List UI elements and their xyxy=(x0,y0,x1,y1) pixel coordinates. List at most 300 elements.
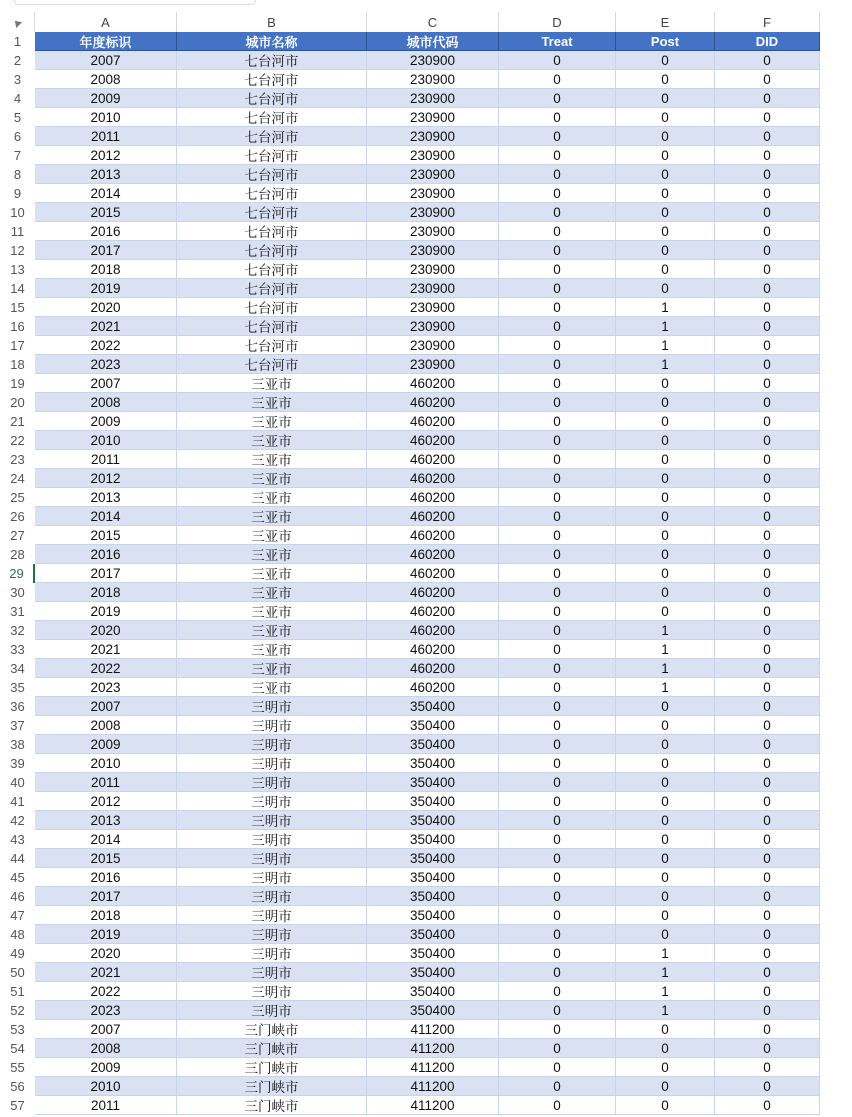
table-cell[interactable]: 0 xyxy=(499,374,616,393)
table-cell[interactable]: 2021 xyxy=(35,640,177,659)
table-cell[interactable]: 0 xyxy=(715,716,820,735)
table-cell[interactable]: 2019 xyxy=(35,602,177,621)
table-cell[interactable]: 2018 xyxy=(35,583,177,602)
table-cell[interactable]: 三明市 xyxy=(177,887,367,906)
table-cell[interactable]: 三明市 xyxy=(177,906,367,925)
row-header-14[interactable]: 14 xyxy=(0,279,35,298)
row-header-52[interactable]: 52 xyxy=(0,1001,35,1020)
table-cell[interactable]: 0 xyxy=(715,336,820,355)
table-cell[interactable]: 0 xyxy=(715,165,820,184)
table-cell[interactable]: 0 xyxy=(499,963,616,982)
table-cell[interactable]: 0 xyxy=(616,754,715,773)
table-cell[interactable]: 2008 xyxy=(35,716,177,735)
table-cell[interactable]: 三亚市 xyxy=(177,412,367,431)
table-cell[interactable]: 三门峡市 xyxy=(177,1020,367,1039)
table-cell[interactable]: 0 xyxy=(715,1001,820,1020)
table-cell[interactable]: 2018 xyxy=(35,906,177,925)
table-cell[interactable]: 0 xyxy=(499,792,616,811)
table-cell[interactable]: 0 xyxy=(715,488,820,507)
table-cell[interactable]: 0 xyxy=(499,1039,616,1058)
row-header-49[interactable]: 49 xyxy=(0,944,35,963)
table-cell[interactable]: 七台河市 xyxy=(177,336,367,355)
row-header-2[interactable]: 2 xyxy=(0,51,35,70)
table-cell[interactable]: 230900 xyxy=(367,146,499,165)
table-cell[interactable]: 0 xyxy=(715,982,820,1001)
table-cell[interactable]: 2007 xyxy=(35,374,177,393)
table-cell[interactable]: 0 xyxy=(616,602,715,621)
table-cell[interactable]: 460200 xyxy=(367,374,499,393)
table-cell[interactable]: 0 xyxy=(616,279,715,298)
header-cell[interactable]: 年度标识 xyxy=(35,32,177,51)
table-cell[interactable]: 三门峡市 xyxy=(177,1039,367,1058)
table-cell[interactable]: 230900 xyxy=(367,260,499,279)
table-cell[interactable]: 0 xyxy=(715,526,820,545)
table-cell[interactable]: 0 xyxy=(715,602,820,621)
table-cell[interactable]: 0 xyxy=(616,146,715,165)
table-cell[interactable]: 0 xyxy=(715,355,820,374)
row-header-31[interactable]: 31 xyxy=(0,602,35,621)
table-cell[interactable]: 2012 xyxy=(35,146,177,165)
table-cell[interactable]: 0 xyxy=(499,678,616,697)
table-cell[interactable]: 460200 xyxy=(367,640,499,659)
table-cell[interactable]: 0 xyxy=(499,659,616,678)
table-cell[interactable]: 0 xyxy=(715,792,820,811)
table-cell[interactable]: 0 xyxy=(499,868,616,887)
table-cell[interactable]: 460200 xyxy=(367,431,499,450)
table-cell[interactable]: 2023 xyxy=(35,678,177,697)
table-cell[interactable]: 0 xyxy=(616,811,715,830)
row-header-22[interactable]: 22 xyxy=(0,431,35,450)
table-cell[interactable]: 1 xyxy=(616,1001,715,1020)
table-cell[interactable]: 0 xyxy=(616,564,715,583)
table-cell[interactable]: 0 xyxy=(616,222,715,241)
table-cell[interactable]: 三门峡市 xyxy=(177,1096,367,1115)
table-cell[interactable]: 0 xyxy=(499,165,616,184)
table-cell[interactable]: 350400 xyxy=(367,1001,499,1020)
table-cell[interactable]: 0 xyxy=(499,317,616,336)
table-cell[interactable]: 三亚市 xyxy=(177,678,367,697)
table-cell[interactable]: 0 xyxy=(499,849,616,868)
table-cell[interactable]: 三亚市 xyxy=(177,602,367,621)
table-cell[interactable]: 2020 xyxy=(35,621,177,640)
column-header-d[interactable]: D xyxy=(499,12,616,32)
table-cell[interactable]: 0 xyxy=(715,127,820,146)
table-cell[interactable]: 0 xyxy=(715,298,820,317)
table-cell[interactable]: 0 xyxy=(616,735,715,754)
table-cell[interactable]: 230900 xyxy=(367,70,499,89)
table-cell[interactable]: 0 xyxy=(499,716,616,735)
table-cell[interactable]: 0 xyxy=(616,716,715,735)
table-cell[interactable]: 2007 xyxy=(35,51,177,70)
table-cell[interactable]: 460200 xyxy=(367,678,499,697)
table-cell[interactable]: 0 xyxy=(499,184,616,203)
table-cell[interactable]: 230900 xyxy=(367,184,499,203)
table-cell[interactable]: 0 xyxy=(499,507,616,526)
row-header-37[interactable]: 37 xyxy=(0,716,35,735)
table-cell[interactable]: 三明市 xyxy=(177,963,367,982)
table-cell[interactable]: 七台河市 xyxy=(177,70,367,89)
table-cell[interactable]: 0 xyxy=(616,1096,715,1115)
table-cell[interactable]: 0 xyxy=(715,564,820,583)
table-cell[interactable]: 0 xyxy=(616,108,715,127)
table-cell[interactable]: 411200 xyxy=(367,1096,499,1115)
table-cell[interactable]: 七台河市 xyxy=(177,165,367,184)
table-cell[interactable]: 411200 xyxy=(367,1077,499,1096)
table-cell[interactable]: 0 xyxy=(616,374,715,393)
table-cell[interactable]: 0 xyxy=(616,507,715,526)
table-cell[interactable]: 1 xyxy=(616,659,715,678)
table-cell[interactable]: 2023 xyxy=(35,355,177,374)
table-cell[interactable]: 350400 xyxy=(367,792,499,811)
table-cell[interactable]: 0 xyxy=(715,697,820,716)
table-cell[interactable]: 460200 xyxy=(367,545,499,564)
table-cell[interactable]: 460200 xyxy=(367,507,499,526)
table-cell[interactable]: 2022 xyxy=(35,336,177,355)
table-cell[interactable]: 0 xyxy=(499,602,616,621)
row-header-24[interactable]: 24 xyxy=(0,469,35,488)
row-header-39[interactable]: 39 xyxy=(0,754,35,773)
row-header-57[interactable]: 57 xyxy=(0,1096,35,1115)
table-cell[interactable]: 1 xyxy=(616,982,715,1001)
table-cell[interactable]: 0 xyxy=(499,108,616,127)
table-cell[interactable]: 三亚市 xyxy=(177,507,367,526)
table-cell[interactable]: 1 xyxy=(616,298,715,317)
table-cell[interactable]: 1 xyxy=(616,963,715,982)
table-cell[interactable]: 三亚市 xyxy=(177,583,367,602)
table-cell[interactable]: 230900 xyxy=(367,222,499,241)
table-cell[interactable]: 三明市 xyxy=(177,792,367,811)
table-cell[interactable]: 230900 xyxy=(367,108,499,127)
table-cell[interactable]: 2017 xyxy=(35,564,177,583)
table-cell[interactable]: 230900 xyxy=(367,165,499,184)
table-cell[interactable]: 2022 xyxy=(35,982,177,1001)
table-cell[interactable]: 0 xyxy=(715,1096,820,1115)
table-cell[interactable]: 2007 xyxy=(35,697,177,716)
row-header-7[interactable]: 7 xyxy=(0,146,35,165)
row-header-13[interactable]: 13 xyxy=(0,260,35,279)
table-cell[interactable]: 七台河市 xyxy=(177,279,367,298)
table-cell[interactable]: 三亚市 xyxy=(177,374,367,393)
row-header-30[interactable]: 30 xyxy=(0,583,35,602)
row-header-20[interactable]: 20 xyxy=(0,393,35,412)
table-cell[interactable]: 0 xyxy=(715,944,820,963)
table-cell[interactable]: 三明市 xyxy=(177,982,367,1001)
row-header-51[interactable]: 51 xyxy=(0,982,35,1001)
table-cell[interactable]: 0 xyxy=(715,146,820,165)
table-cell[interactable]: 350400 xyxy=(367,925,499,944)
table-cell[interactable]: 0 xyxy=(616,469,715,488)
table-cell[interactable]: 三门峡市 xyxy=(177,1058,367,1077)
row-header-54[interactable]: 54 xyxy=(0,1039,35,1058)
table-cell[interactable]: 三亚市 xyxy=(177,640,367,659)
table-cell[interactable]: 2021 xyxy=(35,963,177,982)
table-cell[interactable]: 0 xyxy=(499,583,616,602)
table-cell[interactable]: 2013 xyxy=(35,488,177,507)
table-cell[interactable]: 0 xyxy=(715,545,820,564)
table-cell[interactable]: 0 xyxy=(616,241,715,260)
table-cell[interactable]: 0 xyxy=(499,925,616,944)
column-header-e[interactable]: E xyxy=(616,12,715,32)
table-cell[interactable]: 0 xyxy=(616,488,715,507)
row-header-1[interactable]: 1 xyxy=(0,32,35,51)
row-header-38[interactable]: 38 xyxy=(0,735,35,754)
row-header-46[interactable]: 46 xyxy=(0,887,35,906)
table-cell[interactable]: 411200 xyxy=(367,1039,499,1058)
column-header-a[interactable]: A xyxy=(35,12,177,32)
table-cell[interactable]: 411200 xyxy=(367,1058,499,1077)
table-cell[interactable]: 0 xyxy=(715,811,820,830)
table-cell[interactable]: 2009 xyxy=(35,89,177,108)
table-cell[interactable]: 七台河市 xyxy=(177,108,367,127)
table-cell[interactable]: 230900 xyxy=(367,336,499,355)
table-cell[interactable]: 0 xyxy=(715,640,820,659)
header-cell[interactable]: 城市代码 xyxy=(367,32,499,51)
row-header-12[interactable]: 12 xyxy=(0,241,35,260)
table-cell[interactable]: 350400 xyxy=(367,868,499,887)
table-cell[interactable]: 0 xyxy=(715,279,820,298)
table-cell[interactable]: 0 xyxy=(499,621,616,640)
table-cell[interactable]: 七台河市 xyxy=(177,298,367,317)
row-header-17[interactable]: 17 xyxy=(0,336,35,355)
table-cell[interactable]: 0 xyxy=(499,203,616,222)
table-cell[interactable]: 2014 xyxy=(35,507,177,526)
row-header-36[interactable]: 36 xyxy=(0,697,35,716)
table-cell[interactable]: 1 xyxy=(616,621,715,640)
table-cell[interactable]: 三亚市 xyxy=(177,393,367,412)
row-header-42[interactable]: 42 xyxy=(0,811,35,830)
table-cell[interactable]: 0 xyxy=(715,678,820,697)
table-cell[interactable]: 2010 xyxy=(35,1077,177,1096)
table-cell[interactable]: 三明市 xyxy=(177,925,367,944)
row-header-45[interactable]: 45 xyxy=(0,868,35,887)
row-header-6[interactable]: 6 xyxy=(0,127,35,146)
row-header-29[interactable]: 29 xyxy=(0,564,35,583)
table-cell[interactable]: 350400 xyxy=(367,963,499,982)
table-cell[interactable]: 2017 xyxy=(35,241,177,260)
table-cell[interactable]: 2020 xyxy=(35,298,177,317)
table-cell[interactable]: 三亚市 xyxy=(177,659,367,678)
table-cell[interactable]: 350400 xyxy=(367,735,499,754)
table-cell[interactable]: 0 xyxy=(715,89,820,108)
table-cell[interactable]: 2017 xyxy=(35,887,177,906)
table-cell[interactable]: 0 xyxy=(499,887,616,906)
header-cell[interactable]: 城市名称 xyxy=(177,32,367,51)
table-cell[interactable]: 0 xyxy=(715,1039,820,1058)
table-cell[interactable]: 0 xyxy=(616,868,715,887)
table-cell[interactable]: 230900 xyxy=(367,355,499,374)
row-header-10[interactable]: 10 xyxy=(0,203,35,222)
table-cell[interactable]: 0 xyxy=(616,887,715,906)
table-cell[interactable]: 0 xyxy=(499,127,616,146)
table-cell[interactable]: 0 xyxy=(499,982,616,1001)
table-cell[interactable]: 0 xyxy=(499,1020,616,1039)
table-cell[interactable]: 2013 xyxy=(35,811,177,830)
table-cell[interactable]: 三明市 xyxy=(177,944,367,963)
table-cell[interactable]: 0 xyxy=(616,70,715,89)
table-cell[interactable]: 350400 xyxy=(367,811,499,830)
table-cell[interactable]: 0 xyxy=(715,241,820,260)
table-cell[interactable]: 1 xyxy=(616,317,715,336)
table-cell[interactable]: 七台河市 xyxy=(177,222,367,241)
row-header-21[interactable]: 21 xyxy=(0,412,35,431)
table-cell[interactable]: 350400 xyxy=(367,716,499,735)
row-header-3[interactable]: 3 xyxy=(0,70,35,89)
table-cell[interactable]: 0 xyxy=(715,469,820,488)
table-cell[interactable]: 460200 xyxy=(367,450,499,469)
table-cell[interactable]: 0 xyxy=(499,773,616,792)
table-cell[interactable]: 2016 xyxy=(35,868,177,887)
row-header-27[interactable]: 27 xyxy=(0,526,35,545)
table-cell[interactable]: 1 xyxy=(616,336,715,355)
row-header-56[interactable]: 56 xyxy=(0,1077,35,1096)
table-cell[interactable]: 七台河市 xyxy=(177,241,367,260)
table-cell[interactable]: 0 xyxy=(616,1077,715,1096)
table-cell[interactable]: 0 xyxy=(616,925,715,944)
table-cell[interactable]: 0 xyxy=(499,1077,616,1096)
table-cell[interactable]: 2018 xyxy=(35,260,177,279)
table-cell[interactable]: 0 xyxy=(499,70,616,89)
table-cell[interactable]: 0 xyxy=(499,222,616,241)
table-cell[interactable]: 0 xyxy=(499,431,616,450)
table-cell[interactable]: 2014 xyxy=(35,830,177,849)
table-cell[interactable]: 0 xyxy=(499,146,616,165)
table-cell[interactable]: 0 xyxy=(715,1020,820,1039)
row-header-43[interactable]: 43 xyxy=(0,830,35,849)
table-cell[interactable]: 2012 xyxy=(35,469,177,488)
table-cell[interactable]: 七台河市 xyxy=(177,146,367,165)
table-cell[interactable]: 0 xyxy=(499,336,616,355)
table-cell[interactable]: 0 xyxy=(715,583,820,602)
table-cell[interactable]: 350400 xyxy=(367,849,499,868)
table-cell[interactable]: 2016 xyxy=(35,222,177,241)
table-cell[interactable]: 460200 xyxy=(367,488,499,507)
table-cell[interactable]: 1 xyxy=(616,355,715,374)
table-cell[interactable]: 350400 xyxy=(367,887,499,906)
table-cell[interactable]: 350400 xyxy=(367,906,499,925)
table-cell[interactable]: 0 xyxy=(715,868,820,887)
table-cell[interactable]: 0 xyxy=(499,735,616,754)
row-header-9[interactable]: 9 xyxy=(0,184,35,203)
table-cell[interactable]: 三门峡市 xyxy=(177,1077,367,1096)
table-cell[interactable]: 2007 xyxy=(35,1020,177,1039)
table-cell[interactable]: 0 xyxy=(616,203,715,222)
table-cell[interactable]: 三明市 xyxy=(177,754,367,773)
table-cell[interactable]: 0 xyxy=(715,887,820,906)
table-cell[interactable]: 0 xyxy=(616,526,715,545)
table-cell[interactable]: 2008 xyxy=(35,70,177,89)
table-cell[interactable]: 411200 xyxy=(367,1020,499,1039)
table-cell[interactable]: 0 xyxy=(499,89,616,108)
table-cell[interactable]: 0 xyxy=(499,1058,616,1077)
table-cell[interactable]: 0 xyxy=(715,830,820,849)
table-cell[interactable]: 2010 xyxy=(35,754,177,773)
table-cell[interactable]: 2012 xyxy=(35,792,177,811)
table-cell[interactable]: 0 xyxy=(715,70,820,89)
table-cell[interactable]: 230900 xyxy=(367,89,499,108)
table-cell[interactable]: 1 xyxy=(616,640,715,659)
table-cell[interactable]: 0 xyxy=(715,431,820,450)
column-header-c[interactable]: C xyxy=(367,12,499,32)
table-cell[interactable]: 0 xyxy=(499,811,616,830)
table-cell[interactable]: 0 xyxy=(715,108,820,127)
table-cell[interactable]: 2013 xyxy=(35,165,177,184)
row-header-18[interactable]: 18 xyxy=(0,355,35,374)
table-cell[interactable]: 0 xyxy=(616,393,715,412)
row-header-23[interactable]: 23 xyxy=(0,450,35,469)
table-cell[interactable]: 0 xyxy=(499,545,616,564)
row-header-32[interactable]: 32 xyxy=(0,621,35,640)
table-cell[interactable]: 七台河市 xyxy=(177,184,367,203)
table-cell[interactable]: 0 xyxy=(499,944,616,963)
column-header-f[interactable]: F xyxy=(715,12,820,32)
table-cell[interactable]: 三明市 xyxy=(177,868,367,887)
table-cell[interactable]: 0 xyxy=(499,298,616,317)
table-cell[interactable]: 0 xyxy=(499,260,616,279)
table-cell[interactable]: 0 xyxy=(499,393,616,412)
table-cell[interactable]: 0 xyxy=(499,279,616,298)
table-cell[interactable]: 350400 xyxy=(367,982,499,1001)
table-cell[interactable]: 0 xyxy=(715,1077,820,1096)
table-cell[interactable]: 230900 xyxy=(367,279,499,298)
table-cell[interactable]: 230900 xyxy=(367,51,499,70)
table-cell[interactable]: 0 xyxy=(499,1096,616,1115)
table-cell[interactable]: 三亚市 xyxy=(177,488,367,507)
table-cell[interactable]: 0 xyxy=(499,906,616,925)
table-cell[interactable]: 350400 xyxy=(367,754,499,773)
table-cell[interactable]: 0 xyxy=(499,564,616,583)
table-cell[interactable]: 三明市 xyxy=(177,773,367,792)
table-cell[interactable]: 350400 xyxy=(367,944,499,963)
row-header-28[interactable]: 28 xyxy=(0,545,35,564)
table-cell[interactable]: 0 xyxy=(616,1058,715,1077)
table-cell[interactable]: 0 xyxy=(715,374,820,393)
table-cell[interactable]: 460200 xyxy=(367,393,499,412)
table-cell[interactable]: 2010 xyxy=(35,108,177,127)
row-header-26[interactable]: 26 xyxy=(0,507,35,526)
table-cell[interactable]: 0 xyxy=(715,317,820,336)
table-cell[interactable]: 三明市 xyxy=(177,811,367,830)
table-cell[interactable]: 2019 xyxy=(35,925,177,944)
table-cell[interactable]: 0 xyxy=(715,1058,820,1077)
row-header-55[interactable]: 55 xyxy=(0,1058,35,1077)
table-cell[interactable]: 0 xyxy=(616,583,715,602)
row-header-50[interactable]: 50 xyxy=(0,963,35,982)
table-cell[interactable]: 0 xyxy=(499,754,616,773)
table-cell[interactable]: 七台河市 xyxy=(177,51,367,70)
table-cell[interactable]: 2011 xyxy=(35,773,177,792)
table-cell[interactable]: 0 xyxy=(499,355,616,374)
table-cell[interactable]: 460200 xyxy=(367,564,499,583)
column-header-b[interactable]: B xyxy=(177,12,367,32)
table-cell[interactable]: 0 xyxy=(715,621,820,640)
row-header-53[interactable]: 53 xyxy=(0,1020,35,1039)
table-cell[interactable]: 0 xyxy=(616,545,715,564)
row-header-4[interactable]: 4 xyxy=(0,89,35,108)
table-cell[interactable]: 0 xyxy=(499,488,616,507)
table-cell[interactable]: 三亚市 xyxy=(177,469,367,488)
table-cell[interactable]: 1 xyxy=(616,944,715,963)
table-cell[interactable]: 2011 xyxy=(35,127,177,146)
table-cell[interactable]: 0 xyxy=(616,127,715,146)
row-header-15[interactable]: 15 xyxy=(0,298,35,317)
table-cell[interactable]: 2019 xyxy=(35,279,177,298)
table-cell[interactable]: 0 xyxy=(715,849,820,868)
row-header-33[interactable]: 33 xyxy=(0,640,35,659)
table-cell[interactable]: 三亚市 xyxy=(177,526,367,545)
table-cell[interactable]: 0 xyxy=(616,165,715,184)
table-cell[interactable]: 230900 xyxy=(367,298,499,317)
table-cell[interactable]: 0 xyxy=(499,1001,616,1020)
